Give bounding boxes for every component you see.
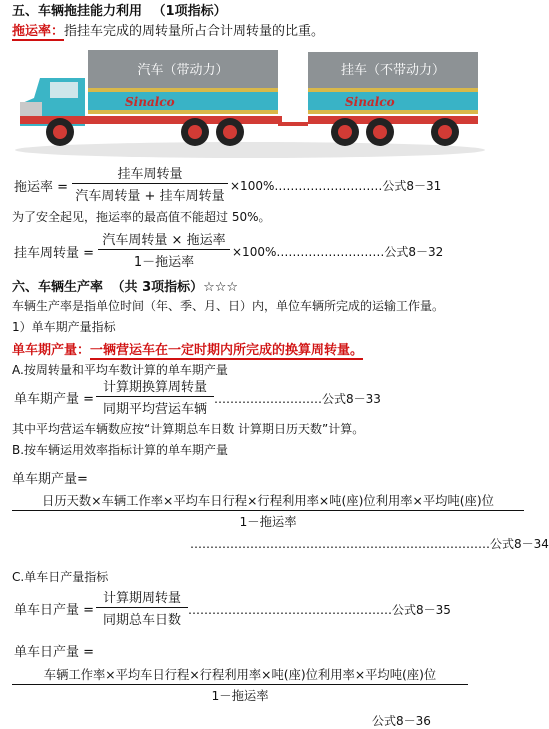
formula-36-denominator: 1－拖运率 xyxy=(211,689,269,703)
formula-32-tail xyxy=(232,243,443,260)
formula-35-lhs: 单车日产量 = xyxy=(14,603,95,618)
single-vehicle-text: 一辆营运车在一定时期内所完成的换算周转量。 xyxy=(90,343,364,358)
formula-32-ref: 公式8－32 xyxy=(384,245,444,259)
formula-33-dots: ……………………… xyxy=(214,392,322,406)
formula-34-tail xyxy=(190,535,549,552)
formula-32-lhs: 挂车周转量 = xyxy=(14,246,95,261)
formula-31-percent: ×100% xyxy=(230,179,275,193)
tow-rate-definition xyxy=(12,20,324,39)
formula-32-fraction xyxy=(98,229,230,270)
formula-34-ref: 公式8－34 xyxy=(490,537,549,551)
formula-35-ref: 公式8－35 xyxy=(392,603,451,617)
formula-31-numerator: 挂车周转量 xyxy=(117,167,183,182)
part-a-heading: A.按周转量和平均车数计算的单车期产量 xyxy=(12,363,228,377)
formula-31-ref: 公式8－31 xyxy=(382,179,442,193)
formula-34-denominator: 1－拖运率 xyxy=(239,515,297,529)
truck-trailer-illustration xyxy=(10,38,490,160)
single-vehicle-term: 单车期产量： xyxy=(12,343,91,358)
formula-35-fraction xyxy=(96,587,188,628)
section6-title: 六、车辆生产率 xyxy=(12,280,104,295)
formula-32-numerator: 汽车周转量 × 拖运率 xyxy=(102,233,226,248)
formula-33-denominator: 同期平均营运车辆 xyxy=(102,402,207,417)
formula-31-dots: ……………………… xyxy=(274,179,383,193)
formula-31-lhs: 拖运率 = xyxy=(14,180,69,195)
average-vehicle-note: 其中平均营运车辆数应按“计算期总车日数 计算期日历天数”计算。 xyxy=(12,422,365,436)
formula-35-numerator: 计算期周转量 xyxy=(102,591,181,606)
section5-badge: （1项指标） xyxy=(152,4,227,19)
part-b-heading: B.按车辆运用效率指标计算的单车期产量 xyxy=(12,443,229,457)
formula-35-tail xyxy=(188,601,451,618)
part-c-heading: C.单车日产量指标 xyxy=(12,570,109,584)
formula-33-numerator: 计算期换算周转量 xyxy=(102,380,207,395)
tow-rate-term: 拖运率： xyxy=(12,24,65,39)
section6-heading xyxy=(12,276,238,295)
safety-note: 为了安全起见，拖运率的最高值不能超过 50%。 xyxy=(12,210,271,224)
formula-34-fraction xyxy=(12,491,524,530)
trailer-label: 挂车（不带动力） xyxy=(340,63,446,78)
formula-35-dots: …………………………………………… xyxy=(188,603,392,617)
section5-heading xyxy=(12,0,227,19)
formula-35-denominator: 同期总车日数 xyxy=(102,613,181,628)
formula-34-dots: ………………………………………………………………… xyxy=(190,537,490,551)
formula-33-tail xyxy=(214,390,381,407)
formula-31-tail xyxy=(230,177,441,194)
section6-item1: 1）单车期产量指标 xyxy=(12,320,116,334)
formula-36-ref: 公式8－36 xyxy=(372,714,431,728)
formula-32-percent: ×100% xyxy=(232,245,277,259)
section5-title: 五、车辆拖挂能力利用 xyxy=(12,4,143,19)
formula-32-dots: ……………………… xyxy=(276,245,385,259)
truck-brand-text: Sinalco xyxy=(125,95,175,109)
formula-34-numerator: 日历天数×车辆工作率×平均车日行程×行程利用率×吨(座)位利用率×平均吨(座)位 xyxy=(42,494,494,508)
formula-33-fraction xyxy=(96,376,214,417)
tow-rate-text: 指挂车完成的周转量所占合计周转量的比重。 xyxy=(64,24,325,39)
truck-label: 汽车（带动力） xyxy=(137,63,229,78)
formula-34-lhs: 单车期产量= xyxy=(12,472,88,487)
trailer-brand-text: Sinalco xyxy=(345,95,395,109)
formula-33-ref: 公式8－33 xyxy=(322,392,381,406)
single-vehicle-definition xyxy=(12,339,363,358)
formula-36-lhs: 单车日产量 = xyxy=(14,645,95,660)
formula-36-fraction xyxy=(12,665,468,704)
section6-badge: （共 3项指标）☆☆☆ xyxy=(111,280,239,295)
formula-33-lhs: 单车期产量 = xyxy=(14,392,95,407)
formula-32-denominator: 1－拖运率 xyxy=(133,255,195,270)
formula-31-denominator: 汽车周转量 + 挂车周转量 xyxy=(75,189,225,204)
formula-36-numerator: 车辆工作率×平均车日行程×行程利用率×吨(座)位利用率×平均吨(座)位 xyxy=(43,668,437,682)
section6-intro: 车辆生产率是指单位时间（年、季、月、日）内，单位车辆所完成的运输工作量。 xyxy=(12,299,445,313)
formula-31-fraction xyxy=(72,163,228,204)
